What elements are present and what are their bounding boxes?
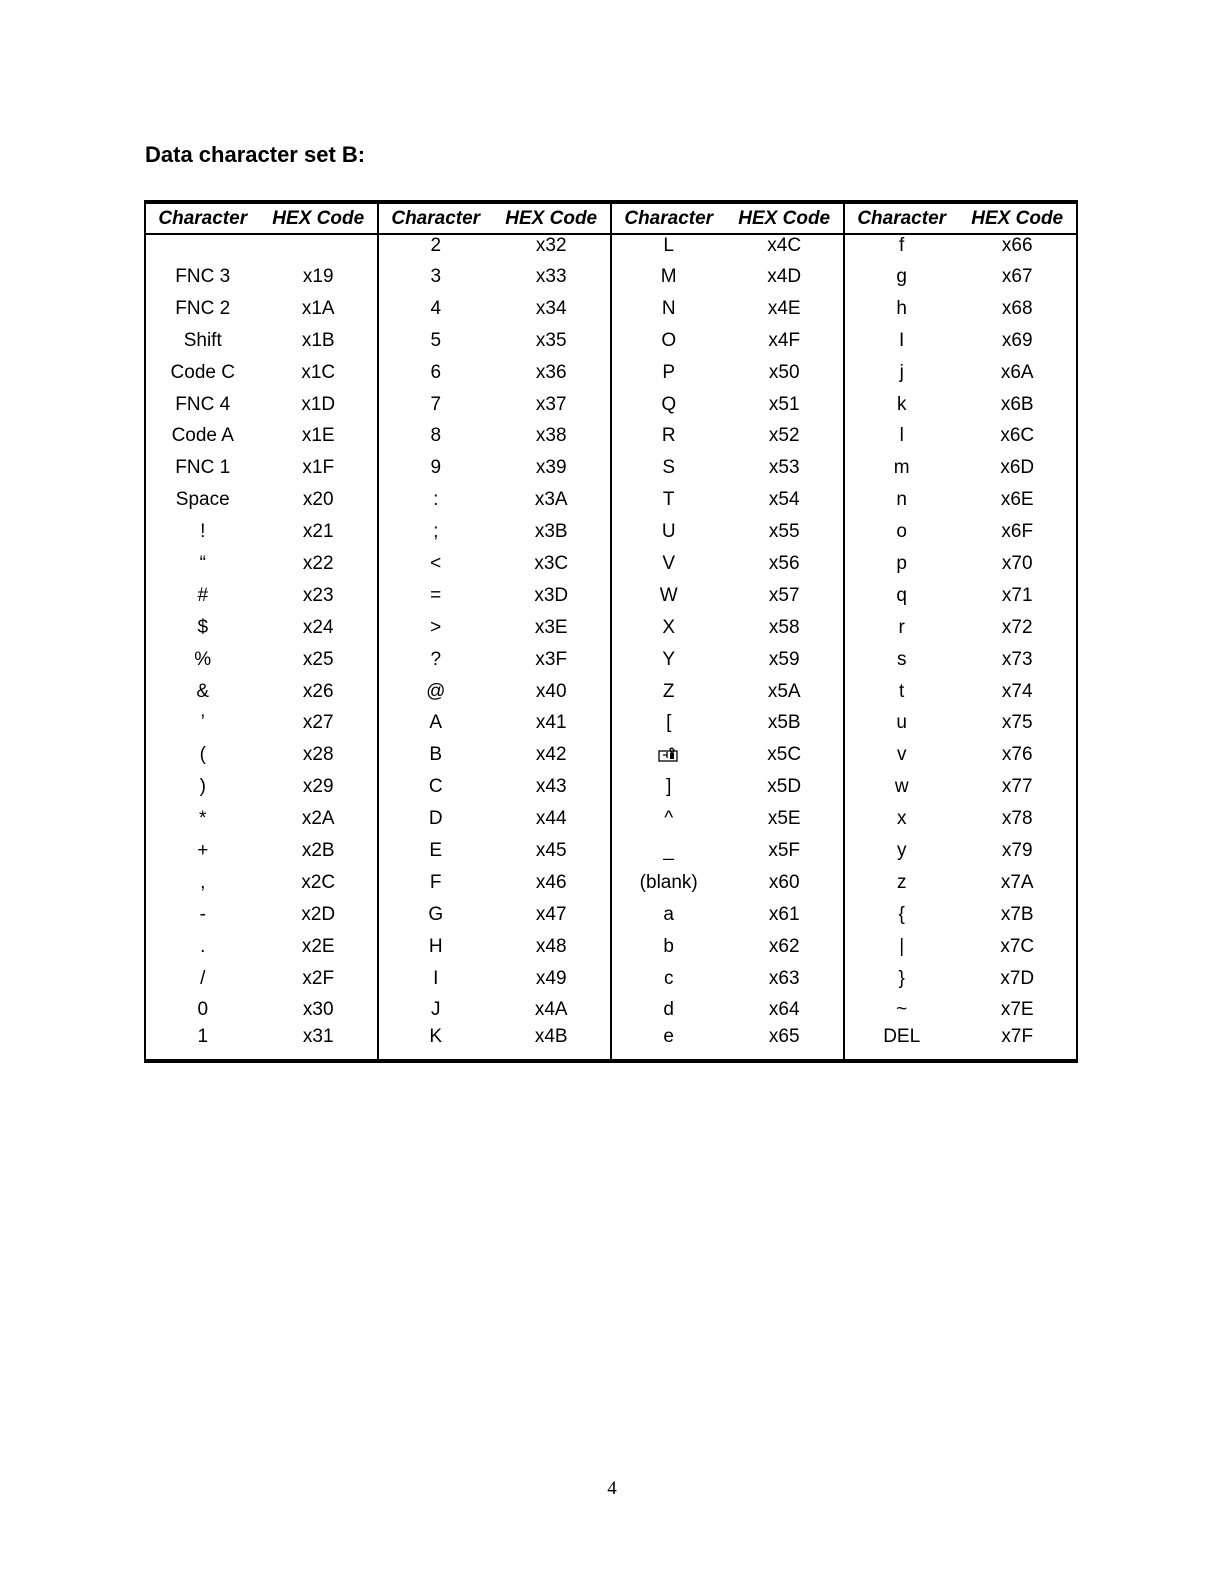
hex-code-cell: x55 bbox=[768, 521, 800, 543]
character-cell: W bbox=[611, 580, 725, 612]
character-cell: - bbox=[199, 903, 206, 925]
character-cell: 7 bbox=[378, 389, 492, 421]
character-cell: % bbox=[194, 648, 212, 670]
hex-code-cell: x34 bbox=[535, 297, 567, 319]
hex-code-cell: x53 bbox=[768, 457, 800, 479]
character-cell: 4 bbox=[378, 293, 492, 325]
hex-code-cell: x3C bbox=[534, 552, 569, 574]
character-cell: ~ bbox=[844, 994, 958, 1026]
table-row bbox=[145, 931, 1077, 963]
hex-code-cell: x56 bbox=[768, 552, 800, 574]
hex-code-cell: x4A bbox=[534, 999, 568, 1021]
hex-code-cell: x31 bbox=[302, 1026, 334, 1048]
hex-code-cell: x2A bbox=[301, 808, 335, 830]
hex-code-cell: x24 bbox=[302, 616, 334, 638]
table-row bbox=[145, 325, 1077, 357]
character-cell: DEL bbox=[844, 1026, 958, 1061]
character-cell: g bbox=[844, 261, 958, 293]
column-header-hex-code: HEX Code bbox=[958, 202, 1077, 234]
character-cell: 9 bbox=[378, 452, 492, 484]
hex-code-cell: x2D bbox=[301, 903, 336, 925]
character-cell: f bbox=[844, 234, 958, 261]
character-cell: ! bbox=[200, 521, 206, 543]
character-cell: @ bbox=[378, 676, 492, 708]
character-cell: > bbox=[378, 612, 492, 644]
character-cell: = bbox=[378, 580, 492, 612]
character-cell: y bbox=[844, 835, 958, 867]
hex-code-cell: x21 bbox=[302, 521, 334, 543]
hex-code-cell: x42 bbox=[535, 744, 567, 766]
character-cell: ] bbox=[611, 771, 725, 803]
character-cell: d bbox=[611, 994, 725, 1026]
hex-code-cell: x7A bbox=[1000, 871, 1034, 893]
hex-code-cell: x2B bbox=[301, 839, 335, 861]
character-cell: < bbox=[378, 548, 492, 580]
character-cell: v bbox=[844, 739, 958, 771]
hex-code-cell: x7E bbox=[1000, 999, 1034, 1021]
hex-code-cell: x75 bbox=[1001, 712, 1033, 734]
character-cell: S bbox=[611, 452, 725, 484]
character-cell: n bbox=[844, 484, 958, 516]
character-cell: FNC 2 bbox=[175, 297, 231, 319]
character-cell: . bbox=[200, 935, 206, 957]
hex-code-cell: x72 bbox=[1001, 616, 1033, 638]
character-cell: 2 bbox=[378, 234, 492, 261]
hex-code-cell: x36 bbox=[535, 361, 567, 383]
hex-code-cell: x1F bbox=[302, 457, 335, 479]
hex-code-cell: x28 bbox=[302, 744, 334, 766]
character-cell: z bbox=[844, 867, 958, 899]
character-cell: c bbox=[611, 963, 725, 995]
hex-code-cell: x44 bbox=[535, 808, 567, 830]
hex-code-cell: x60 bbox=[768, 871, 800, 893]
character-cell: h bbox=[844, 293, 958, 325]
table-row bbox=[145, 771, 1077, 803]
hex-code-cell: x57 bbox=[768, 584, 800, 606]
character-cell: l bbox=[844, 420, 958, 452]
hex-code-cell: x65 bbox=[768, 1026, 800, 1048]
character-cell: O bbox=[611, 325, 725, 357]
character-cell: x bbox=[844, 803, 958, 835]
hex-code-cell: x33 bbox=[535, 265, 567, 287]
character-cell: & bbox=[196, 680, 210, 702]
hex-code-cell: x20 bbox=[302, 489, 334, 511]
character-cell: FNC 3 bbox=[175, 265, 231, 287]
character-cell: j bbox=[844, 357, 958, 389]
character-cell: H bbox=[378, 931, 492, 963]
hex-code-cell: x70 bbox=[1001, 552, 1033, 574]
hex-code-cell bbox=[259, 234, 378, 261]
character-cell: (blank) bbox=[611, 867, 725, 899]
character-cell: M bbox=[611, 261, 725, 293]
hex-code-cell: x4E bbox=[767, 297, 801, 319]
column-header-character: Character bbox=[145, 202, 259, 234]
table-row bbox=[145, 420, 1077, 452]
hex-code-cell: x4D bbox=[767, 265, 802, 287]
character-cell: ? bbox=[378, 644, 492, 676]
character-cell: # bbox=[197, 584, 209, 606]
character-cell: ) bbox=[199, 776, 206, 798]
character-cell: P bbox=[611, 357, 725, 389]
hex-code-cell: x63 bbox=[768, 967, 800, 989]
hex-code-cell: x39 bbox=[535, 457, 567, 479]
hex-code-cell: x23 bbox=[302, 584, 334, 606]
column-header-character: Character bbox=[378, 202, 492, 234]
section-title: Data character set B: bbox=[145, 142, 366, 167]
hex-code-cell: x6D bbox=[1000, 457, 1035, 479]
character-cell: ( bbox=[199, 744, 206, 766]
hex-code-cell: x1C bbox=[301, 361, 336, 383]
hex-code-cell: x61 bbox=[768, 903, 800, 925]
character-cell: Code A bbox=[171, 425, 234, 447]
table-row bbox=[145, 389, 1077, 421]
character-cell: Space bbox=[175, 489, 230, 511]
character-cell: | bbox=[844, 931, 958, 963]
character-cell: FNC 4 bbox=[175, 393, 231, 415]
character-cell: X bbox=[611, 612, 725, 644]
character-cell: _ bbox=[611, 835, 725, 867]
hex-code-cell: x29 bbox=[302, 776, 334, 798]
character-cell: L bbox=[611, 234, 725, 261]
hex-code-cell: x1A bbox=[301, 297, 335, 319]
character-cell: “ bbox=[199, 552, 206, 574]
hex-code-cell: x4F bbox=[768, 329, 801, 351]
table-row bbox=[145, 644, 1077, 676]
character-cell: Shift bbox=[183, 329, 222, 351]
character-cell: G bbox=[378, 899, 492, 931]
character-cell: u bbox=[844, 707, 958, 739]
table-header-row bbox=[145, 202, 1077, 234]
hex-code-cell: x3D bbox=[534, 584, 569, 606]
table-row bbox=[145, 867, 1077, 899]
table-row bbox=[145, 994, 1077, 1026]
hex-code-cell: x54 bbox=[768, 489, 800, 511]
column-header-hex-code: HEX Code bbox=[492, 202, 611, 234]
column-header-character: Character bbox=[844, 202, 958, 234]
character-cell: C bbox=[378, 771, 492, 803]
hex-code-cell: x4B bbox=[534, 1026, 568, 1048]
hex-code-cell: x30 bbox=[302, 999, 334, 1021]
table-row bbox=[145, 293, 1077, 325]
table-row bbox=[145, 234, 1077, 261]
character-cell: 6 bbox=[378, 357, 492, 389]
hex-code-cell: x5F bbox=[768, 839, 801, 861]
character-cell: V bbox=[611, 548, 725, 580]
character-cell: s bbox=[844, 644, 958, 676]
character-cell: { bbox=[844, 899, 958, 931]
table-row bbox=[145, 612, 1077, 644]
character-cell: N bbox=[611, 293, 725, 325]
character-cell: k bbox=[844, 389, 958, 421]
character-cell: 0 bbox=[197, 999, 209, 1021]
hex-code-cell: x5B bbox=[767, 712, 801, 734]
hex-code-cell: x52 bbox=[768, 425, 800, 447]
hex-code-cell: x7C bbox=[1000, 935, 1035, 957]
hex-code-cell: x7D bbox=[1000, 967, 1035, 989]
hex-code-cell: x3F bbox=[535, 648, 568, 670]
table-row bbox=[145, 963, 1077, 995]
hex-code-cell: x50 bbox=[768, 361, 800, 383]
character-cell: J bbox=[378, 994, 492, 1026]
table-row bbox=[145, 452, 1077, 484]
table-row bbox=[145, 899, 1077, 931]
hex-code-cell: x49 bbox=[535, 967, 567, 989]
hex-code-cell: x48 bbox=[535, 935, 567, 957]
character-cell: p bbox=[844, 548, 958, 580]
hex-code-cell: x59 bbox=[768, 648, 800, 670]
hex-code-cell: x3A bbox=[534, 489, 568, 511]
character-cell: R bbox=[611, 420, 725, 452]
character-cell: b bbox=[611, 931, 725, 963]
character-cell: 3 bbox=[378, 261, 492, 293]
hex-code-cell: x73 bbox=[1001, 648, 1033, 670]
hex-code-cell: x4C bbox=[767, 235, 802, 256]
character-cell: A bbox=[378, 707, 492, 739]
hex-code-cell: x22 bbox=[302, 552, 334, 574]
hex-code-cell: x68 bbox=[1001, 297, 1033, 319]
hex-code-cell: x40 bbox=[535, 680, 567, 702]
character-cell: a bbox=[611, 899, 725, 931]
hex-code-cell: x6F bbox=[1001, 521, 1034, 543]
character-cell: T bbox=[611, 484, 725, 516]
character-cell: Q bbox=[611, 389, 725, 421]
hex-code-cell: x37 bbox=[535, 393, 567, 415]
hex-code-cell: x1E bbox=[301, 425, 335, 447]
hex-code-cell: x1D bbox=[301, 393, 336, 415]
hex-code-cell: x47 bbox=[535, 903, 567, 925]
hex-code-cell: x2F bbox=[302, 967, 335, 989]
table-row bbox=[145, 516, 1077, 548]
hex-code-cell: x6C bbox=[1000, 425, 1035, 447]
table-row bbox=[145, 707, 1077, 739]
character-cell: [ bbox=[611, 707, 725, 739]
hex-code-cell: x1B bbox=[301, 329, 335, 351]
hex-code-cell: x6E bbox=[1000, 489, 1034, 511]
character-cell: + bbox=[197, 839, 209, 861]
character-cell: Z bbox=[611, 676, 725, 708]
character-cell: 1 bbox=[197, 1026, 209, 1048]
character-cell: * bbox=[199, 808, 207, 830]
character-cell: : bbox=[378, 484, 492, 516]
character-cell: 5 bbox=[378, 325, 492, 357]
character-cell: D bbox=[378, 803, 492, 835]
hex-code-cell: x51 bbox=[768, 393, 800, 415]
hex-code-cell: x71 bbox=[1001, 584, 1033, 606]
hex-code-cell: x76 bbox=[1001, 744, 1033, 766]
hex-code-cell: x69 bbox=[1001, 329, 1033, 351]
character-cell: I bbox=[844, 325, 958, 357]
hex-code-cell: x45 bbox=[535, 839, 567, 861]
hex-code-cell: x7F bbox=[1001, 1026, 1034, 1048]
character-cell: w bbox=[844, 771, 958, 803]
character-cell: t bbox=[844, 676, 958, 708]
character-cell: K bbox=[378, 1026, 492, 1061]
broken-glyph-icon bbox=[657, 746, 681, 764]
table-row bbox=[145, 1026, 1077, 1061]
character-cell: 8 bbox=[378, 420, 492, 452]
hex-code-cell: x5E bbox=[767, 808, 801, 830]
character-cell bbox=[611, 739, 725, 771]
character-cell: e bbox=[611, 1026, 725, 1061]
hex-code-cell: x46 bbox=[535, 871, 567, 893]
hex-code-cell: x26 bbox=[302, 680, 334, 702]
hex-code-cell: x3B bbox=[534, 521, 568, 543]
hex-code-cell: x5C bbox=[767, 744, 802, 766]
table-row bbox=[145, 357, 1077, 389]
hex-code-cell: x62 bbox=[768, 935, 800, 957]
character-cell: q bbox=[844, 580, 958, 612]
character-cell: FNC 1 bbox=[175, 457, 231, 479]
character-cell: , bbox=[200, 871, 206, 893]
table-row bbox=[145, 739, 1077, 771]
character-cell: I bbox=[378, 963, 492, 995]
character-cell: r bbox=[844, 612, 958, 644]
table-row bbox=[145, 261, 1077, 293]
character-cell: m bbox=[844, 452, 958, 484]
hex-code-cell: x3E bbox=[534, 616, 568, 638]
hex-code-cell: x66 bbox=[1001, 235, 1033, 256]
hex-code-cell: x25 bbox=[302, 648, 334, 670]
hex-code-cell: x6B bbox=[1000, 393, 1034, 415]
hex-code-cell: x79 bbox=[1001, 839, 1033, 861]
table-row bbox=[145, 580, 1077, 612]
character-cell bbox=[145, 234, 259, 261]
hex-code-cell: x5A bbox=[767, 680, 801, 702]
hex-code-cell: x38 bbox=[535, 425, 567, 447]
hex-code-cell: x58 bbox=[768, 616, 800, 638]
character-cell: } bbox=[844, 963, 958, 995]
hex-code-cell: x19 bbox=[302, 265, 334, 287]
character-cell: o bbox=[844, 516, 958, 548]
hex-code-cell: x27 bbox=[302, 712, 334, 734]
hex-code-cell: x32 bbox=[535, 235, 567, 256]
character-set-table bbox=[144, 200, 1078, 1063]
character-cell: B bbox=[378, 739, 492, 771]
table-row bbox=[145, 803, 1077, 835]
character-cell: $ bbox=[197, 616, 209, 638]
character-cell: U bbox=[611, 516, 725, 548]
column-header-hex-code: HEX Code bbox=[259, 202, 378, 234]
hex-code-cell: x7B bbox=[1000, 903, 1034, 925]
table-row bbox=[145, 835, 1077, 867]
character-cell: Y bbox=[611, 644, 725, 676]
character-cell: F bbox=[378, 867, 492, 899]
hex-code-cell: x64 bbox=[768, 999, 800, 1021]
page-number: 4 bbox=[607, 1478, 617, 1499]
hex-code-cell: x2E bbox=[301, 935, 335, 957]
table-row bbox=[145, 484, 1077, 516]
hex-code-cell: x78 bbox=[1001, 808, 1033, 830]
table-row bbox=[145, 548, 1077, 580]
hex-code-cell: x43 bbox=[535, 776, 567, 798]
hex-code-cell: x67 bbox=[1001, 265, 1033, 287]
character-cell: ^ bbox=[611, 803, 725, 835]
hex-code-cell: x5D bbox=[767, 776, 802, 798]
column-header-character: Character bbox=[611, 202, 725, 234]
hex-code-cell: x77 bbox=[1001, 776, 1033, 798]
column-header-hex-code: HEX Code bbox=[725, 202, 844, 234]
table-body bbox=[145, 234, 1077, 1061]
hex-code-cell: x2C bbox=[301, 871, 336, 893]
hex-code-cell: x35 bbox=[535, 329, 567, 351]
hex-code-cell: x6A bbox=[1000, 361, 1034, 383]
character-cell: E bbox=[378, 835, 492, 867]
character-cell: ’ bbox=[200, 712, 205, 734]
hex-code-cell: x41 bbox=[535, 712, 567, 734]
hex-code-cell: x74 bbox=[1001, 680, 1033, 702]
character-cell: ; bbox=[378, 516, 492, 548]
table-row bbox=[145, 676, 1077, 708]
character-cell: Code C bbox=[170, 361, 235, 383]
character-cell: / bbox=[200, 967, 206, 989]
